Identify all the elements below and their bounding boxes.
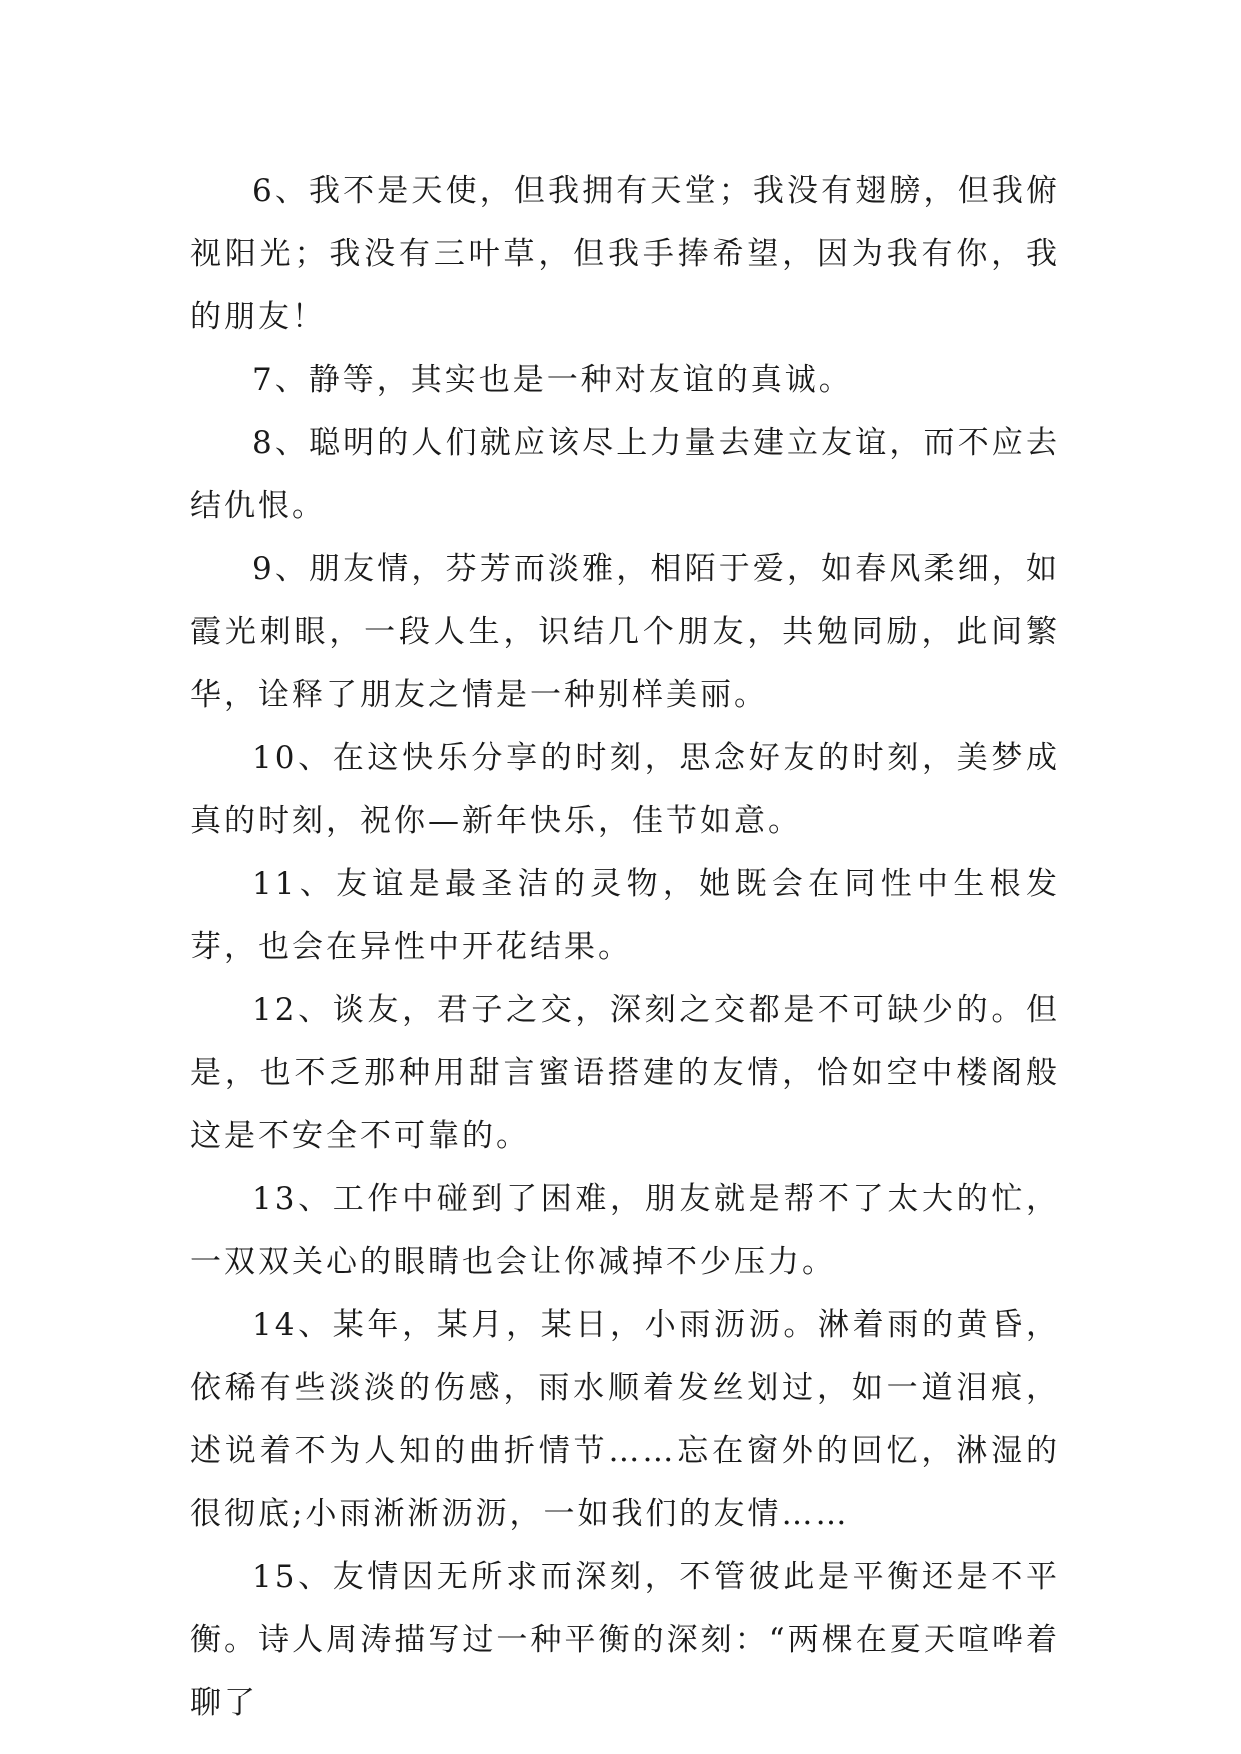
paragraph-6: 6、我不是天使，但我拥有天堂；我没有翅膀，但我俯视阳光；我没有三叶草，但我手捧希望，因为我有你，我的朋友！ bbox=[190, 173, 1060, 335]
paragraph-15: 15、友情因无所求而深刻，不管彼此是平衡还是不平衡。诗人周涛描写过一种平衡的深刻：“两棵在夏天喧哗着聊了 bbox=[190, 1559, 1060, 1721]
paragraph-8: 8、聪明的人们就应该尽上力量去建立友谊，而不应去结仇恨。 bbox=[190, 425, 1060, 524]
paragraph-10: 10、在这快乐分享的时刻，思念好友的时刻，美梦成真的时刻，祝你—新年快乐，佳节如意。 bbox=[190, 740, 1060, 839]
paragraph-12: 12、谈友，君子之交，深刻之交都是不可缺少的。但是，也不乏那种用甜言蜜语搭建的友情，恰如空中楼阁般这是不安全不可靠的。 bbox=[190, 992, 1060, 1154]
paragraph-7: 7、静等，其实也是一种对友谊的真诚。 bbox=[252, 362, 853, 398]
document-body bbox=[190, 160, 1060, 1735]
paragraph-11: 11、友谊是最圣洁的灵物，她既会在同性中生根发芽，也会在异性中开花结果。 bbox=[190, 866, 1060, 965]
paragraph-13: 13、工作中碰到了困难，朋友就是帮不了太大的忙，一双双关心的眼睛也会让你减掉不少压力。 bbox=[190, 1181, 1060, 1280]
paragraph-9: 9、朋友情，芬芳而淡雅，相陌于爱，如春风柔细，如霞光刺眼，一段人生，识结几个朋友，共勉同励，此间繁华，诠释了朋友之情是一种别样美丽。 bbox=[190, 551, 1060, 713]
paragraph-14: 14、某年，某月，某日，小雨沥沥。淋着雨的黄昏，依稀有些淡淡的伤感，雨水顺着发丝划过，如一道泪痕，述说着不为人知的曲折情节……忘在窗外的回忆，淋湿的很彻底;小雨淅淅沥沥，一如我们的友情…… bbox=[190, 1307, 1060, 1532]
